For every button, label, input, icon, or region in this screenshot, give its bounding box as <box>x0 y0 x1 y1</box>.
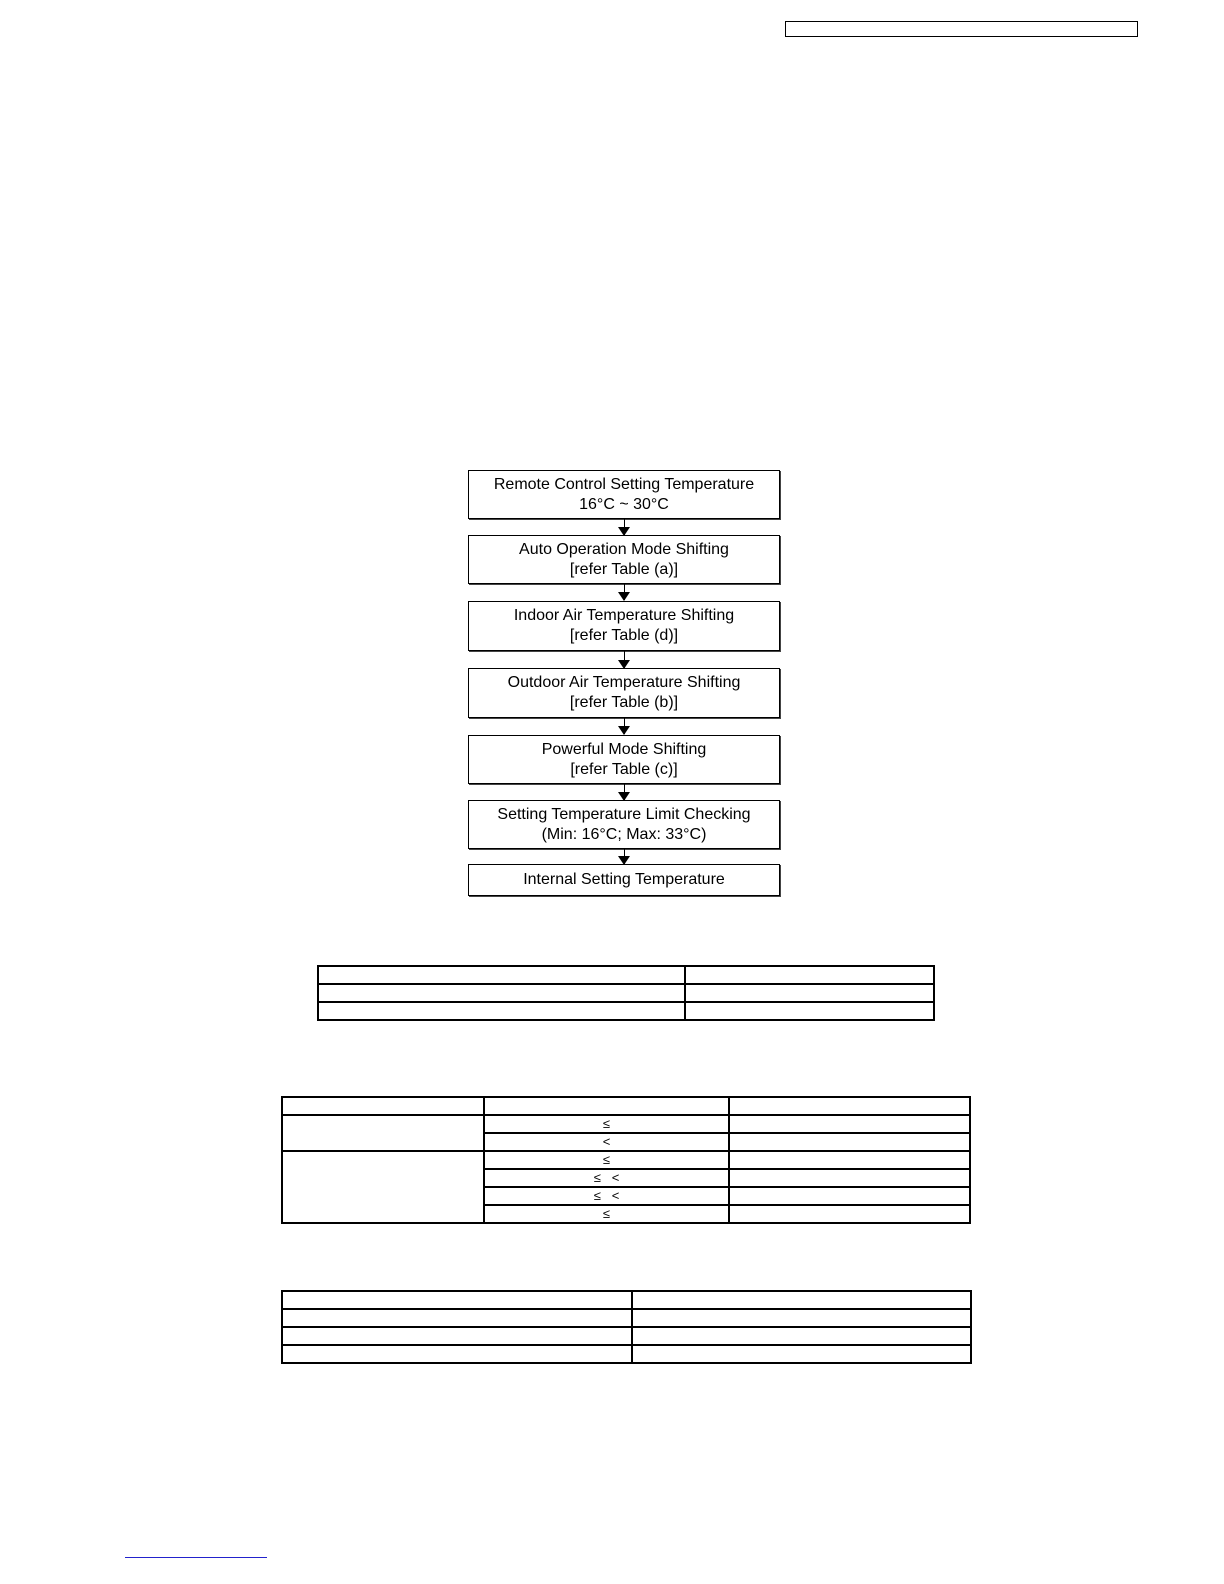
condition-symbol: ≤ < <box>484 1187 729 1205</box>
condition-symbol: ≤ <box>484 1115 729 1133</box>
flow-step-indoor-air <box>468 601 780 651</box>
flow-step-detail: [refer Table (d)] <box>569 627 679 644</box>
table-a <box>317 965 935 1021</box>
table-row <box>282 1327 971 1345</box>
flow-step-detail: [refer Table (c)] <box>570 761 678 778</box>
flow-step-limit-check <box>468 800 780 849</box>
flow-step-internal-setting <box>468 864 780 896</box>
table-row <box>282 1151 970 1169</box>
condition-symbol: < <box>484 1133 729 1151</box>
flow-arrow <box>624 784 625 800</box>
table-row <box>282 1345 971 1363</box>
condition-symbol: ≤ <box>484 1151 729 1169</box>
flow-step-title: Setting Temperature Limit Checking <box>497 806 751 823</box>
flow-step-title: Remote Control Setting Temperature <box>493 476 755 493</box>
table-row <box>282 1291 971 1309</box>
flow-step-title: Internal Setting Temperature <box>523 871 725 888</box>
flow-step-title: Auto Operation Mode Shifting <box>519 541 729 558</box>
flow-arrow <box>624 584 625 600</box>
table-b <box>281 1096 971 1224</box>
table-row <box>318 984 934 1002</box>
flow-step-detail: (Min: 16°C; Max: 33°C) <box>541 826 707 843</box>
flow-step-outdoor-air <box>468 668 780 718</box>
flow-arrow <box>624 519 625 535</box>
arrow-head-icon <box>618 592 630 601</box>
condition-symbol: ≤ < <box>484 1169 729 1187</box>
condition-symbol: ≤ <box>484 1205 729 1223</box>
flow-arrow <box>624 849 625 864</box>
table-row <box>282 1309 971 1327</box>
flow-step-title: Outdoor Air Temperature Shifting <box>507 674 741 691</box>
table-row <box>318 1002 934 1020</box>
flow-step-detail: [refer Table (b)] <box>569 694 679 711</box>
flow-step-auto-operation <box>468 535 780 584</box>
footer-link-underline[interactable] <box>125 1557 267 1558</box>
flow-step-title: Indoor Air Temperature Shifting <box>513 607 735 624</box>
flow-arrow <box>624 651 625 668</box>
table-row <box>318 966 934 984</box>
flow-step-remote-control <box>468 470 780 519</box>
flow-step-powerful-mode <box>468 735 780 784</box>
flow-step-title: Powerful Mode Shifting <box>541 741 707 758</box>
header-box <box>785 21 1138 37</box>
table-row <box>282 1097 970 1115</box>
table-row <box>282 1115 970 1133</box>
flow-arrow <box>624 718 625 734</box>
flow-step-detail: [refer Table (a)] <box>569 561 679 578</box>
arrow-head-icon <box>618 726 630 735</box>
flow-step-detail: 16°C ~ 30°C <box>579 496 669 513</box>
table-c <box>281 1290 972 1364</box>
